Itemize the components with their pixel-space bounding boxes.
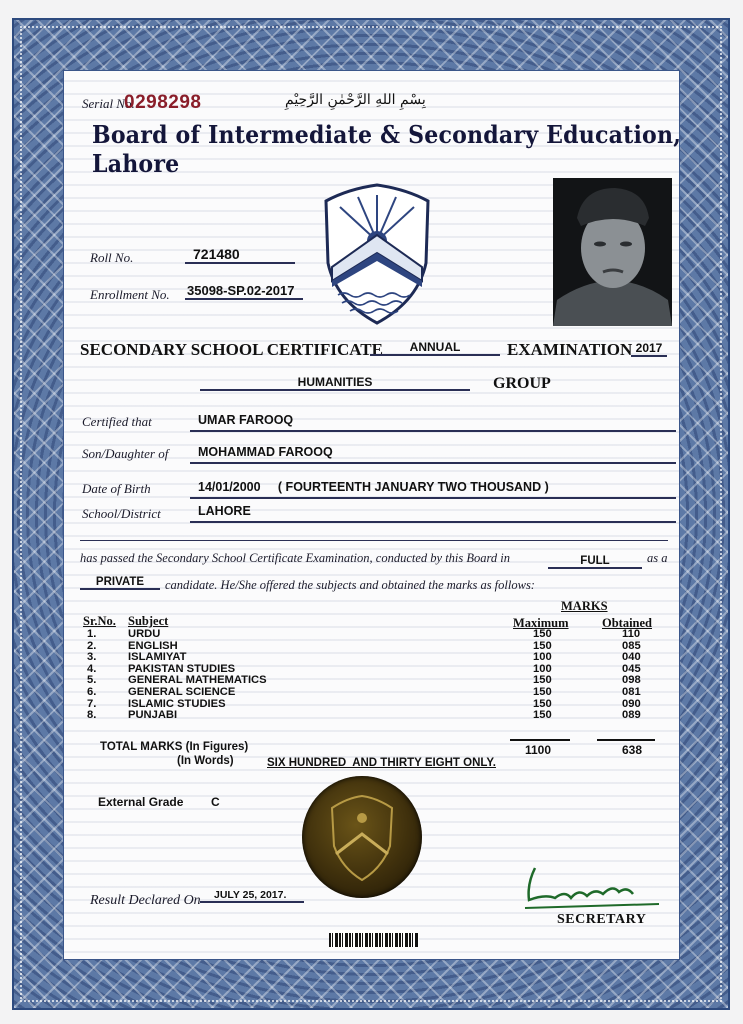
serial-number: 0298298 xyxy=(124,92,202,113)
maximum-cell: 100 xyxy=(533,651,552,664)
total-marks-label: TOTAL MARKS (In Figures) xyxy=(100,741,249,753)
barcode xyxy=(329,933,419,947)
embossed-seal-icon xyxy=(302,776,422,898)
date-of-birth-value: 14/01/2000 ( FOURTEENTH JANUARY TWO THOUSAND ) xyxy=(190,480,676,499)
marks-row xyxy=(0,686,743,698)
certificate-title: SECONDARY SCHOOL CERTIFICATE xyxy=(80,340,383,359)
marks-row xyxy=(0,663,743,675)
total-obtained-rule xyxy=(597,739,655,741)
maximum-cell: 150 xyxy=(533,709,552,722)
obtained-cell: 089 xyxy=(622,709,641,722)
obtained-cell: 098 xyxy=(622,674,641,687)
maximum-cell: 150 xyxy=(533,686,552,698)
passed-statement: has passed the Secondary School Certificate Examination, conducted by this Board in xyxy=(80,551,511,565)
header-maximum: Maximum xyxy=(513,616,569,630)
maximum-cell: 150 xyxy=(533,674,552,687)
subject-cell: ENGLISH xyxy=(128,639,178,652)
roll-number-label: Roll No. xyxy=(90,250,134,265)
subject-cell: ISLAMIC STUDIES xyxy=(128,697,226,710)
obtained-cell: 085 xyxy=(622,639,641,652)
obtained-cell: 040 xyxy=(622,651,641,664)
candidate-type: PRIVATE xyxy=(80,576,160,590)
subject-cell: GENERAL MATHEMATICS xyxy=(128,674,267,687)
maximum-cell: 100 xyxy=(533,662,552,675)
blank-underline xyxy=(80,540,668,541)
header-subject: Subject xyxy=(128,614,169,628)
serial-number-cell: 5. xyxy=(87,674,97,687)
serial-number-cell: 6. xyxy=(87,686,97,698)
bismillah-text: بِسْمِ اللهِ الرَّحْمٰنِ الرَّحِيْمِ xyxy=(285,92,426,108)
marks-heading: MARKS xyxy=(561,599,608,613)
exam-session: ANNUAL xyxy=(370,340,500,356)
subject-cell: PUNJABI xyxy=(128,709,178,722)
enrollment-number-value: 35098-SP.02-2017 xyxy=(185,283,303,300)
roll-number-value: 721480 xyxy=(185,246,295,264)
total-obtained: 638 xyxy=(622,743,643,757)
obtained-cell: 081 xyxy=(622,686,641,698)
grade-label: External Grade xyxy=(98,795,184,809)
secretary-signature-icon xyxy=(515,864,665,914)
school-district-label: School/District xyxy=(82,506,161,521)
total-max-rule xyxy=(510,739,570,741)
examination-label: EXAMINATION xyxy=(507,340,633,359)
school-district-value: LAHORE xyxy=(190,504,676,523)
marks-row xyxy=(0,640,743,652)
as-a-text: as a xyxy=(647,551,668,565)
result-declared-label: Result Declared On xyxy=(90,893,201,908)
obtained-cell: 045 xyxy=(622,662,641,675)
maximum-cell: 150 xyxy=(533,639,552,652)
total-in-words: SIX HUNDRED AND THIRTY EIGHT ONLY. xyxy=(267,757,496,769)
marks-row xyxy=(0,709,743,721)
maximum-cell: 150 xyxy=(533,697,552,710)
obtained-cell: 110 xyxy=(622,628,641,640)
group-name: HUMANITIES xyxy=(200,375,470,391)
candidate-photo xyxy=(553,178,672,326)
serial-label: Serial No. xyxy=(82,96,135,111)
board-logo-crest-icon xyxy=(318,183,436,325)
result-declared-date: JULY 25, 2017. xyxy=(200,889,304,903)
serial-number-cell: 1. xyxy=(87,628,97,640)
header-srno: Sr.No. xyxy=(83,614,116,628)
serial-number-cell: 7. xyxy=(87,697,97,710)
candidate-name: UMAR FAROOQ xyxy=(190,413,676,432)
in-words-label: (In Words) xyxy=(177,755,234,767)
total-max: 1100 xyxy=(525,743,552,757)
date-of-birth-label: Date of Birth xyxy=(82,481,151,496)
serial-number-cell: 8. xyxy=(87,709,97,722)
grade-value: C xyxy=(211,795,220,809)
marks-row xyxy=(0,628,743,640)
subject-cell: GENERAL SCIENCE xyxy=(128,686,236,698)
subject-cell: URDU xyxy=(128,628,161,640)
parent-label: Son/Daughter of xyxy=(82,446,169,461)
candidate-statement: candidate. He/She offered the subjects and obtained the marks as follows: xyxy=(165,578,535,592)
certified-that-label: Certified that xyxy=(82,414,152,429)
serial-number-cell: 4. xyxy=(87,662,97,675)
serial-number-cell: 2. xyxy=(87,639,97,652)
serial-number-cell: 3. xyxy=(87,651,97,664)
subject-cell: PAKISTAN STUDIES xyxy=(128,662,236,675)
passed-mode: FULL xyxy=(548,555,642,569)
group-label: GROUP xyxy=(493,375,551,392)
subject-cell: ISLAMIYAT xyxy=(128,651,187,664)
exam-year: 2017 xyxy=(631,341,667,357)
marks-row xyxy=(0,698,743,710)
marks-row xyxy=(0,674,743,686)
parent-name: MOHAMMAD FAROOQ xyxy=(190,445,676,464)
header-obtained: Obtained xyxy=(602,616,653,630)
obtained-cell: 090 xyxy=(622,697,641,710)
enrollment-number-label: Enrollment No. xyxy=(90,287,170,302)
board-title: Board of Intermediate & Secondary Education, Lahore xyxy=(92,120,682,178)
secretary-title: SECRETARY xyxy=(557,912,647,927)
maximum-cell: 150 xyxy=(533,628,552,640)
marks-row xyxy=(0,651,743,663)
